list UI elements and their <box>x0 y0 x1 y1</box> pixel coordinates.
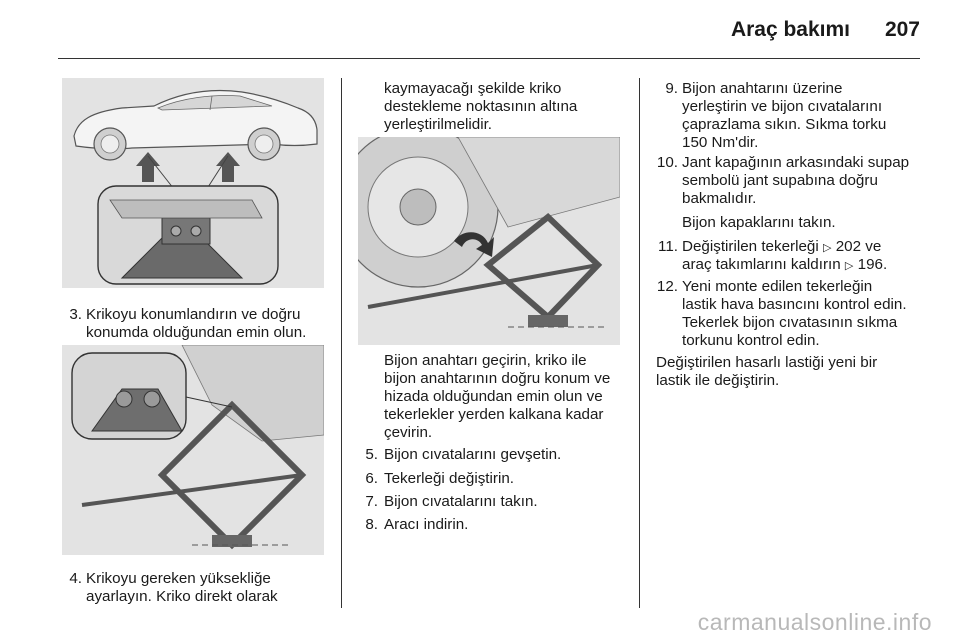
figure-jack-wrench <box>358 137 620 345</box>
step-4: 4. Krikoyu gereken yüksekliğe ayarlayın. Kriko direkt olarak <box>69 570 278 605</box>
figure-jacking-points <box>62 78 324 288</box>
figure-jack-position <box>62 345 324 555</box>
page-reference-triangle-icon[interactable]: ▷ <box>844 260 854 272</box>
step-3: 3. Krikoyu konumlandırın ve doğru konumda olduğundan emin olun. <box>69 306 307 341</box>
step-7: 7. Bijon cıvatalarını takın. <box>365 493 538 510</box>
watermark: carmanualsonline.info <box>697 609 932 635</box>
step-6: 6. Tekerleği değiştirin. <box>365 470 514 487</box>
page-reference-triangle-icon[interactable]: ▷ <box>822 242 832 254</box>
wrench-note: Bijon anahtarı geçirin, kriko ile bijon anahtarının doğru konum ve hizada olduğundan emin olun ve tekerlekler yerden kalkana kadar çevirin. <box>384 352 611 441</box>
step-10: 10. Jant kapağının arkasındaki supap sembolü jant supabına doğru bakmalıdır. Bijon kapaklarını takın. <box>656 154 910 231</box>
final-paragraph: Değiştirilen hasarlı lastiği yeni bir lastik ile değiştirin. <box>656 354 878 389</box>
page-number: 207 <box>884 18 920 41</box>
page-ref-202[interactable]: 202 ve <box>835 238 882 255</box>
step-5: 5. Bijon cıvatalarını gevşetin. <box>365 446 562 463</box>
page-ref-196[interactable]: 196. <box>857 256 888 273</box>
step-8: 8. Aracı indirin. <box>365 516 469 533</box>
page-header <box>0 14 960 54</box>
column-divider-2 <box>639 78 640 608</box>
step-9: 9. Bijon anahtarını üzerine yerleştirin ve bijon cıvatalarını çaprazlama sıkın. Sıkma torku 150 Nm'dir. <box>665 80 887 151</box>
column-divider-1 <box>341 78 342 608</box>
chapter-title: Araç bakımı <box>730 18 850 41</box>
step-12: 12. Yeni monte edilen tekerleğin lastik hava basıncını kontrol edin. Tekerlek bijon cıvatasının sıkma torkunu kontrol edin. <box>656 278 907 349</box>
header-rule <box>58 58 920 59</box>
step-4-continued: kaymayacağı şekilde kriko destekleme noktasının altına yerleştirilmelidir. <box>384 80 578 133</box>
step-11: 11. Değiştirilen tekerleği ▷ 202 ve araç takımlarını kaldırın ▷ 196. <box>658 238 888 273</box>
